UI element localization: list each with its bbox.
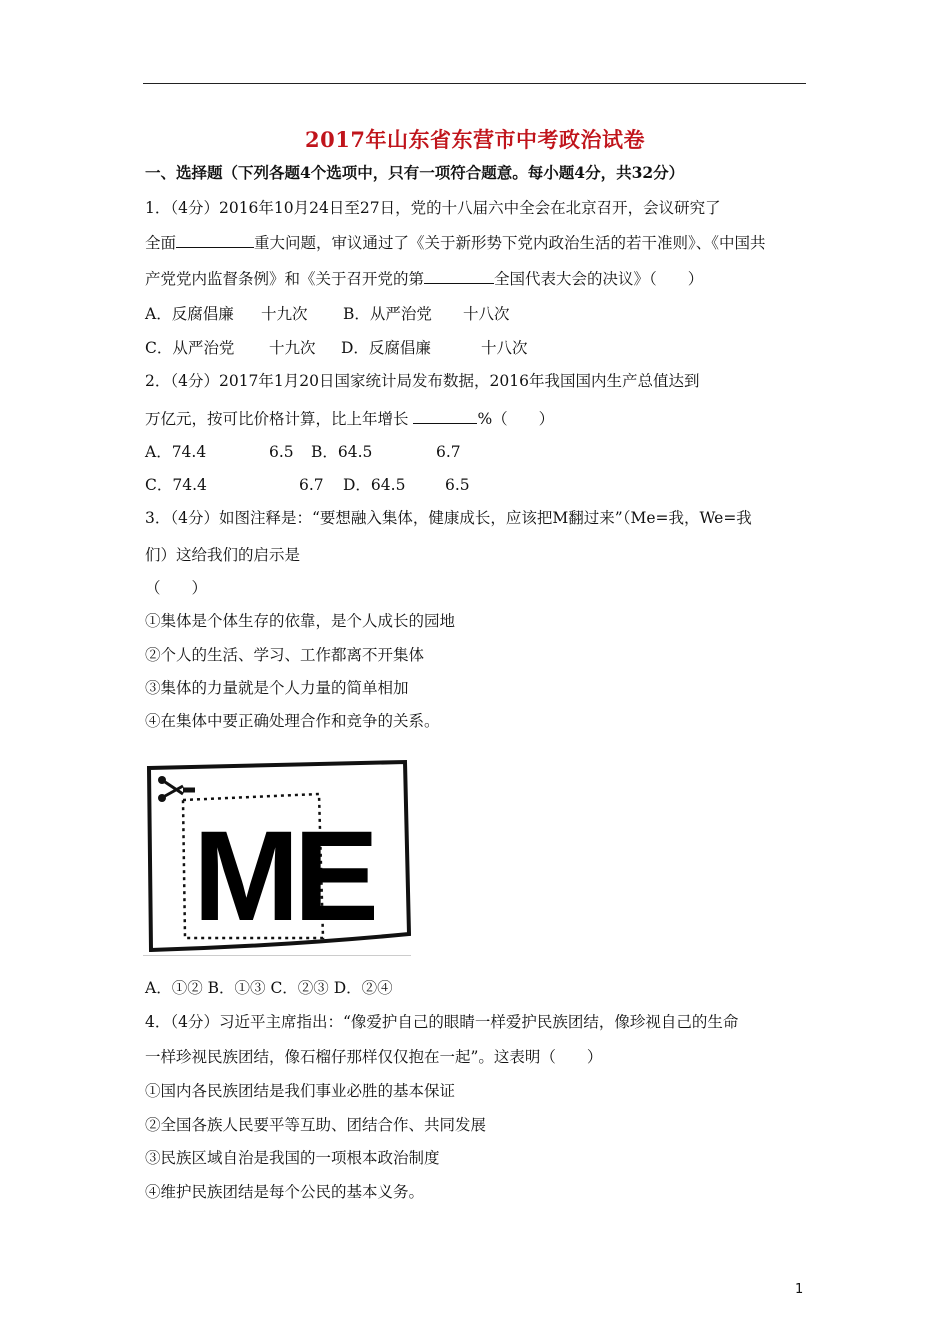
q2-opt-b-2: 6.7 — [436, 443, 461, 461]
q2-opt-b-1: B．64.5 — [311, 443, 373, 461]
q3-item2: ②个人的生活、学习、工作都离不开集体 — [145, 646, 425, 664]
q3-line2: 们）这给我们的启示是 — [145, 546, 301, 564]
q4-line2: 一样珍视民族团结，像石榴仔那样仅仅抱在一起”。这表明（ ） — [145, 1048, 603, 1066]
q4-item3: ③民族区域自治是我国的一项根本政治制度 — [145, 1149, 440, 1167]
q1-opt-d-2: 十八次 — [481, 339, 528, 357]
q2-line1: 2．（4分）2017年1月20日国家统计局发布数据，2016年我国国内生产总值达到 — [145, 372, 700, 390]
q2-opt-d-1: D．64.5 — [343, 476, 406, 494]
q3-item1: ①集体是个体生存的依靠，是个人成长的园地 — [145, 612, 456, 630]
q3-options: A．①② B．①③ C．②③ D．②④ — [145, 979, 393, 997]
q2-blank — [413, 408, 477, 424]
figure-underline — [143, 955, 411, 956]
q2-opt-c-1: C．74.4 — [145, 476, 207, 494]
page-number: 1 — [795, 1282, 804, 1297]
q4-line1: 4．（4分）习近平主席指出：“像爱护自己的眼睛一样爱护民族团结，像珍视自己的生命 — [145, 1013, 739, 1031]
section-heading: 一、选择题（下列各题4个选项中，只有一项符合题意。每小题4分，共32分） — [145, 163, 685, 182]
q3-line1: 3．（4分）如图注释是：“要想融入集体，健康成长，应该把M翻过来”（Me=我，We=我 — [145, 509, 752, 527]
q2-line2b: %（ ） — [477, 410, 555, 428]
q2-opt-d-2: 6.5 — [445, 476, 470, 494]
q4-item4: ④维护民族团结是每个公民的基本义务。 — [145, 1183, 425, 1201]
q1-line2 — [145, 232, 766, 253]
q1-options-cd — [145, 338, 528, 358]
q2-opt-a-2: 6.5 — [269, 443, 294, 461]
q2-line2 — [145, 408, 554, 429]
q3-item3: ③集体的力量就是个人力量的简单相加 — [145, 679, 409, 697]
q4-item1: ①国内各民族团结是我们事业必胜的基本保证 — [145, 1082, 456, 1100]
q4-item2: ②全国各族人民要平等互助、团结合作、共同发展 — [145, 1116, 487, 1134]
q3-item4: ④在集体中要正确处理合作和竞争的关系。 — [145, 712, 440, 730]
q2-options-cd — [145, 475, 470, 495]
header-rule — [143, 83, 806, 84]
q1-opt-a-1: A．反腐倡廉 — [145, 305, 234, 323]
q1-line3b: 全国代表大会的决议》（ ） — [494, 270, 704, 288]
q1-opt-b-2: 十八次 — [463, 305, 510, 323]
q1-line2a: 全面 — [145, 234, 177, 252]
figure-me-text: ME — [193, 805, 373, 948]
q1-line1: 1．（4分）2016年10月24日至27日，党的十八届六中全会在北京召开，会议研究了 — [145, 199, 721, 217]
q1-line3a: 产党党内监督条例》和《关于召开党的第 — [145, 270, 425, 288]
q1-opt-a-2: 十九次 — [261, 305, 308, 323]
me-figure — [143, 742, 411, 956]
q1-opt-d-1: D．反腐倡廉 — [341, 339, 431, 357]
q1-line2b: 重大问题，审议通过了《关于新形势下党内政治生活的若干准则》、《中国共 — [254, 234, 766, 252]
q2-line2a: 万亿元，按可比价格计算，比上年增长 — [145, 410, 409, 428]
q1-blank1 — [176, 232, 254, 248]
q2-options-ab — [145, 442, 461, 462]
q1-options-ab — [145, 304, 510, 324]
q1-opt-c-1: C．从严治党 — [145, 339, 235, 357]
q3-line3: （ ） — [145, 579, 208, 597]
q1-blank2 — [424, 268, 494, 284]
q2-opt-c-2: 6.7 — [299, 476, 324, 494]
q1-opt-b-1: B．从严治党 — [343, 305, 432, 323]
page-title: 2017年山东省东营市中考政治试卷 — [305, 127, 645, 152]
q1-line3 — [145, 268, 703, 289]
q2-opt-a-1: A．74.4 — [145, 443, 207, 461]
q1-opt-c-2: 十九次 — [269, 339, 316, 357]
